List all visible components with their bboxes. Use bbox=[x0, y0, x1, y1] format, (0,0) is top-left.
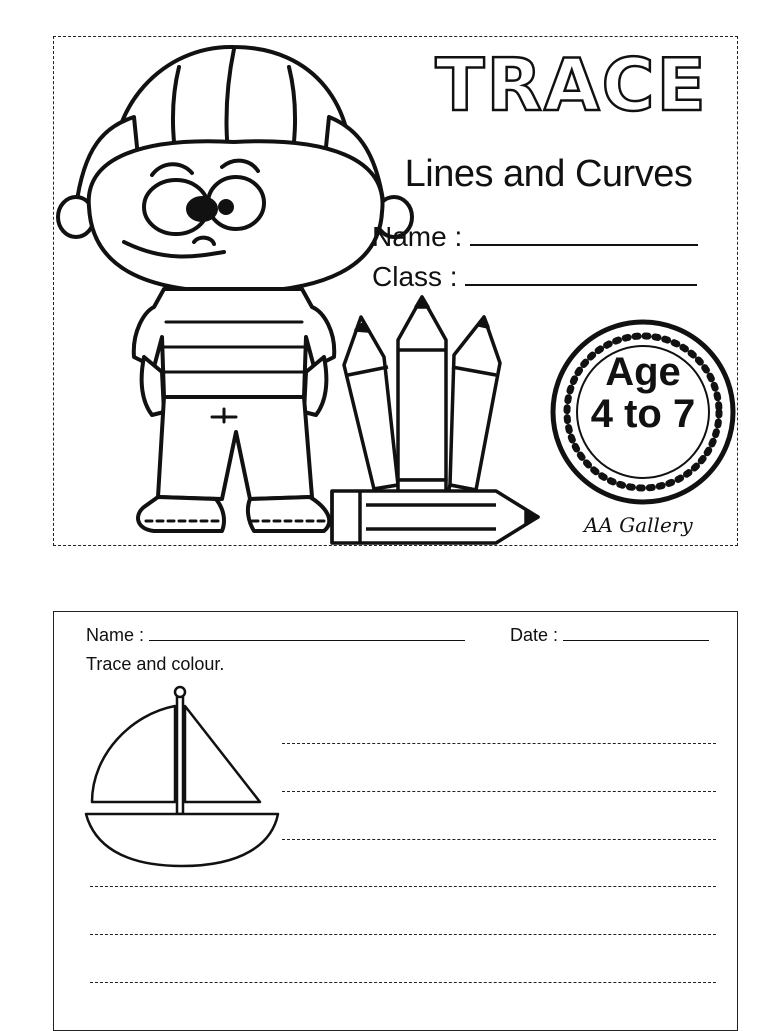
trace-line bbox=[90, 982, 716, 983]
trace-line bbox=[90, 934, 716, 935]
trace-line bbox=[282, 839, 716, 840]
cover-name-field[interactable] bbox=[372, 223, 698, 251]
age-badge-line2: 4 to 7 bbox=[590, 392, 696, 436]
worksheet-name-field[interactable] bbox=[86, 626, 465, 644]
age-badge-line1: Age bbox=[605, 350, 681, 394]
cover-title: TRACE bbox=[435, 43, 708, 127]
cover-subtitle: Lines and Curves bbox=[404, 153, 693, 195]
worksheet-date-field[interactable] bbox=[510, 626, 709, 644]
age-badge-text bbox=[548, 351, 738, 435]
pencils-illustration bbox=[326, 295, 546, 545]
worksheet-date-label: Date : bbox=[510, 625, 559, 645]
worksheet-date-line[interactable] bbox=[563, 640, 709, 641]
cover-class-label: Class : bbox=[372, 261, 458, 292]
trace-line bbox=[282, 743, 716, 744]
cover-card bbox=[53, 36, 738, 546]
worksheet-card bbox=[53, 611, 738, 1031]
cover-name-line[interactable] bbox=[470, 244, 698, 246]
worksheet-name-label: Name : bbox=[86, 625, 145, 645]
cover-name-label: Name : bbox=[372, 221, 463, 252]
credit-text: AA Gallery bbox=[584, 513, 693, 537]
worksheet-name-line[interactable] bbox=[149, 640, 465, 641]
trace-line bbox=[282, 791, 716, 792]
worksheet-instruction: Trace and colour. bbox=[86, 654, 225, 674]
cover-class-line[interactable] bbox=[465, 284, 697, 286]
sailboat-illustration bbox=[82, 684, 282, 874]
cover-class-field[interactable] bbox=[372, 263, 697, 291]
trace-line bbox=[90, 886, 716, 887]
